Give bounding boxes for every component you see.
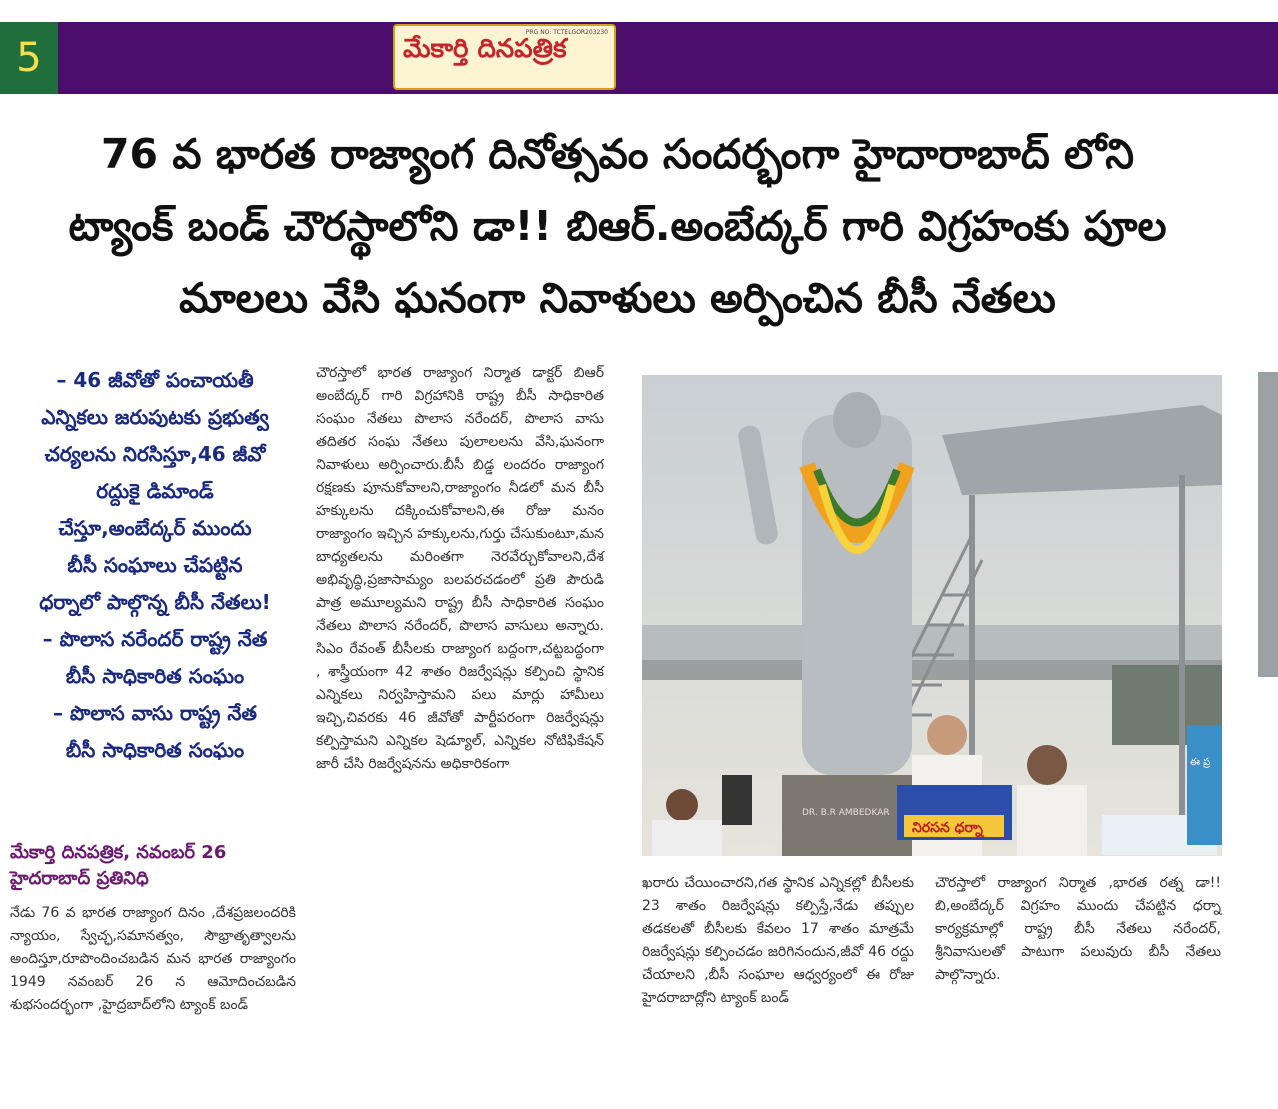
headline-line-3: మాలలు వేసి ఘనంగా నివాళులు అర్పించిన బీసీ నేతలు	[179, 274, 1056, 322]
masthead-bar	[0, 22, 1278, 94]
highlight-line: రద్దుకై డిమాండ్	[96, 479, 214, 503]
article-column-1: నేడు 76 వ భారత రాజ్యాంగ దినం ,దేశప్రజలందరికి న్యాయం, స్వేచ్ఛ,సమానత్వం, సౌభ్రాతృత్వాలను అందిస్తూ,రూపొందించబడిన మన భారత రాజ్యాంగం 1949 నవంబర్ 26 న ఆమోదించబడిన శుభసందర్భంగా ,హైద్రబాద్‌లోని ట్యాంక్ బండ్	[10, 905, 296, 1013]
photo-illustration	[642, 375, 1222, 856]
highlight-line: – పొలాస నరేందర్ రాష్ట్ర నేత	[42, 627, 268, 651]
dateline-place: హైదరాబాద్ ప్రతినిధి	[10, 868, 149, 889]
highlight-line: చేస్తూ,అంబేద్కర్ ముందు	[58, 516, 252, 540]
pedestal-plaque: DR. B.R AMBEDKAR	[802, 808, 890, 818]
highlight-line: – 46 జీవోతో పంచాయతీ	[56, 368, 254, 392]
page-headline	[10, 118, 1225, 334]
highlight-line: – పొలాస వాసు రాష్ట్ర నేత	[53, 701, 257, 725]
headline-line-2: ట్యాంక్ బండ్ చౌరస్థాలోని డా!! బిఆర్.అంబేద్కర్ గారి విగ్రహంకు పూల	[68, 202, 1167, 250]
highlight-line: చర్యలను నిరసిస్తూ,46 జీవో	[44, 442, 266, 466]
page-number: 5	[0, 22, 58, 94]
dateline-source: మేకార్తి దినపత్రిక, నవంబర్ 26	[10, 842, 227, 863]
adjacent-photo	[1258, 372, 1278, 677]
dateline	[10, 840, 300, 892]
protest-banner: నిరసన ధర్నా	[912, 820, 983, 836]
article-column-4: చౌరస్తాలో రాజ్యాంగ నిర్మాత ,భారత రత్న డా!! బి,అంబేద్కర్ విగ్రహం ముందు చేపట్టిన ధర్నా కార్యక్రమాల్లో రాష్ట్ర బీసీ నేతలు నరేందర్, శ్రీనివాసులతో పాటుగా పలువురు బీసీ నేతలు పాల్గొన్నారు.	[935, 875, 1221, 983]
highlight-line: ఎన్నికలు జరుపుటకు ప్రభుత్వ	[41, 405, 269, 429]
article-column-2: చౌరస్తాలో భారత రాజ్యాంగ నిర్మాత డాక్టర్ బిఆర్ అంబేద్కర్ గారి విగ్రహానికి రాష్ట్ర బీసీ సాధికారిత సంఘం నేతలు పొలాస నరేందర్, పొలాస వాసు తదితర సంఘ నేతలు పులాలలను వేసి,ఘనంగా నివాళులు అర్పించారు.బీసీ బిడ్డ లందరం రాజ్యాంగ రక్షణకు పూనుకోవాలని,రాజ్యాంగం నీడలో మన బీసీ హక్కులను దక్కించుకోవాలని,ఈ రోజు మనం రాజ్యాంగం ఇచ్చిన హక్కులను,గుర్తు చేసుకుంటూ,మన బాధ్యతలను మరింతగా నెరవేర్చుకోవాలని,దేశ అభివృద్ధి,ప్రజాసామ్యం బలపరచడంలో ప్రతి పౌరుడి పాత్ర అమూల్యమని రాష్ట్ర బీసీ సాధికారిత సంఘం నేతలు పొలాస నరేందర్, పొలాస వాసులు అన్నారు. సిఎం రేవంత్ బీసీలకు రాజ్యాంగ బద్దంగా,చట్టబద్ధంగా , శాస్త్రీయంగా 42 శాతం రిజర్వేషన్లు కల్పించి స్థానిక ఎన్నికలు నిర్వహిస్తామని పలు మార్లు హామీలు ఇచ్చి,చివరకు 46 జీవోతో పార్టీపరంగా రిజర్వేషన్లు కల్పిస్తామని ఎన్నికల షెడ్యూల్, ఎన్నికల నోటిఫికేషన్ జారీ చేసి రిజర్వేషనను అధికారికంగా	[316, 365, 604, 772]
highlight-line: బీసీ సాధికారిత సంఘం	[65, 738, 245, 762]
highlight-line: బీసీ సంఘాలు చేపట్టిన	[67, 553, 243, 577]
registration-number: PRG NO: TCTELGOR203230	[525, 29, 608, 36]
newspaper-logo	[393, 24, 616, 90]
side-banner: ఈ ప్ర	[1190, 757, 1211, 768]
adjacent-article-edge	[1240, 210, 1278, 1109]
logo-text: మేకార్తి దినపత్రిక	[403, 34, 567, 64]
article-column-3: ఖరారు చేయించారని,గత స్థానిక ఎన్నికల్లో బీసీలకు 23 శాతం రిజర్వేషన్లు కల్పిస్తే,నేడు తప్పుల తడకలతో బీసీలకు కేవలం 17 శాతం మాత్రమే రిజర్వేషన్లు కల్పించడం జరిగినందున,జీవో 46 రద్దు చేయాలని ,బీసీ సంఘాల ఆధ్వర్యంలో ఈ రోజు హైదరాబాద్లోని ట్యాంక్ బండ్	[642, 875, 914, 1006]
headline-line-1: 76 వ భారత రాజ్యాంగ దినోత్సవం సందర్భంగా హైదారాబాద్ లోని	[100, 130, 1135, 178]
highlight-line: ధర్నాలో పాల్గొన్న బీసీ నేతలు!	[39, 590, 271, 614]
highlight-line: బీసీ సాధికారిత సంఘం	[65, 664, 245, 688]
news-photo	[642, 375, 1222, 856]
highlights-box	[10, 362, 300, 769]
